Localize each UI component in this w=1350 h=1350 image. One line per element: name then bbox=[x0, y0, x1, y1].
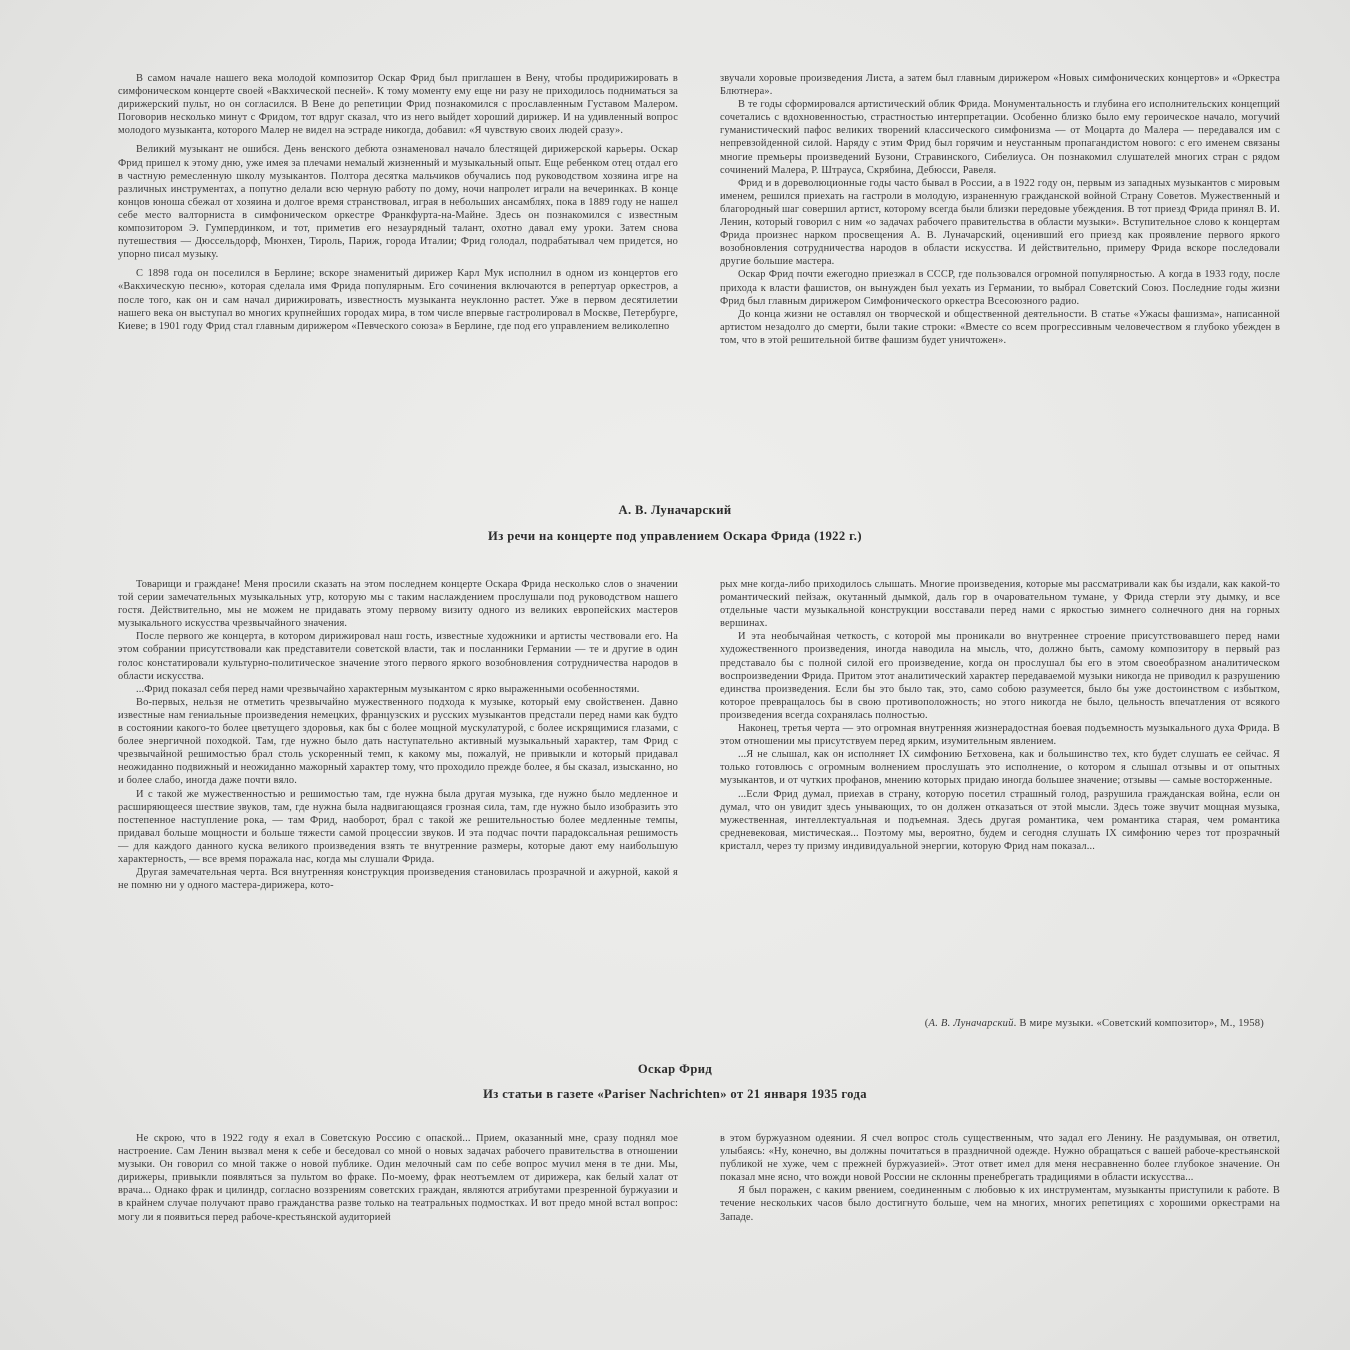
source-citation: (А. В. Луначарский. В мире музыки. «Советский композитор», М., 1958) bbox=[924, 1018, 1264, 1029]
paragraph: Не скрою, что в 1922 году я ехал в Советскую Россию с опаской... Прием, оказанный мне, сразу поднял мое настроение. Сам Ленин вызвал меня к себе и беседовал со мной о новых задачах рабочего правительства в отношении музыки. Он говорил со мной также о новой публике. Один мелочный сам по себе вопрос мучил меня в те дни. Мы, дирижеры, привыкли появляться за пультом во фраке. По-моему, фрак неотъемлем от дирижера, как белый халат от врача... Однако фрак и цилиндр, согласно воззрениям советских граждан, являются атрибутами презренной буржуазии и в крайнем случае получают право гражданства разве только на театральных подмостках. И вот предо мной встал вопрос: могу ли я появиться перед рабоче-крестьянской аудиторией bbox=[118, 1133, 678, 1223]
paragraph: ...Если Фрид думал, приехав в страну, которую посетил страшный голод, разрушила гражданская война, если он думал, что он увидит здесь унывающих, то он должен отказаться от этой мысли. Здесь тоже звучит мощная музыка, мужественная, интеллектуальная и подъемная. Здесь другая романтика, чем романтика старая, чем романтика средневековая, мистическая... Поэтому мы, вероятно, будем и сегодня слушать IX симфонию через тот прозрачный кристалл, через ту призму индивидуальной энергии, которую Фрид нам показал... bbox=[720, 788, 1280, 852]
paragraph: Великий музыкант не ошибся. День венского дебюта ознаменовал начало блестящей дирижерской карьеры. Оскар Фрид пришел к этому дню, уже имея за плечами немалый жизненный и музыкальный опыт. Еще ребенком отец отдал его в частную ремесленную школу музыкантов. Полтора десятка мальчиков обучались под руководством хозяина игре на различных инструментах, а попутно делали всю черную работу по дому, ночи напролет играли на вечеринках. В конце концов юноша сбежал от хозяина и долгое время странствовал, играя в небольших ансамблях, пока в 1889 году не нашел себе место валторниста в симфоническом оркестре Франкфурта-на-Майне. Здесь он познакомился с известным композитором Э. Гумпердинком, и тот, приметив его незаурядный талант, охотно давал ему уроки. Затем снова путешествия — Дюссельдорф, Мюнхен, Тироль, Париж, города Италии; Фрид голодал, подрабатывал чем придется, но упорно писал музыку. bbox=[118, 144, 678, 261]
paragraph: И эта необычайная четкость, с которой мы проникали во внутреннее строение присутствовавшего перед нами художественного произведения, иногда наводила на мысль, что, должно быть, самому композитору в первый раз представало бы с полной силой его произведение, когда он прослушал бы его в этом своеобразном аналитическом воспроизведении Фрида. Притом этот аналитический характер передаваемой музыки никогда не приводил к разрушению единства произведения. Если бы это было так, это, само собою разумеется, было бы уже достоинством с избытком, которое превращалось бы в свою противоположность; но этого никогда не было, цельность впечатления от всякого произведения всегда сохранялась полностью. bbox=[720, 631, 1280, 721]
section1-title-heading: Из речи на концерте под управлением Оскара Фрида (1922 г.) bbox=[488, 529, 862, 543]
source-details: . В мире музыки. «Советский композитор», М., 1958) bbox=[1013, 1018, 1264, 1029]
paragraph: С 1898 года он поселился в Берлине; вскоре знаменитый дирижер Карл Мук исполнил в одном из концертов его «Вакхическую песню», которая сделала имя Фрида популярным. Его сочинения включаются в репертуар оркестров, а после того, как он и сам начал дирижировать, известность музыканта неуклонно растет. Уже в первом десятилетии нашего века он выступал во многих крупнейших городах мира, в том числе впервые гастролировал в Москве, Петербурге, Киеве; в 1901 году Фрид стал главным дирижером «Певческого союза» в Берлине, где под его управлением великолепно bbox=[118, 268, 678, 332]
paragraph: Оскар Фрид почти ежегодно приезжал в СССР, где пользовался огромной популярностью. А когда в 1933 году, после прихода к власти фашистов, он вынужден был уехать из Германии, то выбрал Советский Союз. Последние годы жизни Фрид был главным дирижером Симфонического оркестра Всесоюзного радио. bbox=[720, 269, 1280, 307]
section2-left-column bbox=[118, 1132, 678, 1272]
paragraph: Фрид и в дореволюционные годы часто бывал в России, а в 1922 году он, первым из западных музыкантов с мировым именем, решился приехать на гастроли в молодую, израненную гражданской войной Страну Советов. Мужественный и благородный шаг совершил артист, которому всегда были близки передовые убеждения. В тот приезд Фрида принял В. И. Ленин, который говорил с ним «о задачах рабочего правительства в области музыки». Вступительное слово к концертам Фрида произнес нарком просвещения А. В. Луначарский, оценивший его приезд как проявление первого яркого возобновления сотрудничества народов в области искусства. И действительно, примеру Фрида вскоре последовали другие большие мастера. bbox=[720, 177, 1280, 268]
paragraph: Во-первых, нельзя не отметить чрезвычайно мужественного подхода к музыке, который ему свойственен. Давно известные нам гениальные произведения немецких, французских и русских музыкантов предстали перед нами как будто в состоянии какого-то более цветущего здоровья, как бы с более мощной мускулатурой, с более искрящимися глазами, с более энергичной походкой. Там, где нужно было дать наступательно активный музыкальный характер, там Фрид с чрезвычайной решимостью брал столь ускоренный темп, к какому мы, пожалуй, не привыкли и который придавал неожиданно подвижный и неожиданно мажорный характер тому, что проходило прежде более, я бы сказал, изысканно, но и более слабо, иногда даже почти вяло. bbox=[118, 696, 678, 787]
paragraph: До конца жизни не оставлял он творческой и общественной деятельности. В статье «Ужасы фашизма», написанной артистом незадолго до смерти, были такие строки: «Вместе со всем прогрессивным человечеством я глубоко убежден в том, что в этой решительной битве фашизм будет уничтожен». bbox=[720, 308, 1280, 346]
intro-left-column bbox=[118, 72, 678, 482]
section2-title-heading: Из статьи в газете «Pariser Nachrichten» от 21 января 1935 года bbox=[483, 1087, 867, 1101]
paragraph: Я был поражен, с каким рвением, соединенным с любовью к их инструментам, музыканты приступили к работе. В течение нескольких часов было достигнуто больше, чем на многих, многих репетициях с хорошими оркестрами на Западе. bbox=[720, 1185, 1280, 1223]
paragraph: ...Фрид показал себя перед нами чрезвычайно характерным музыкантом с ярко выраженными особенностями. bbox=[136, 683, 640, 695]
paragraph: И с такой же мужественностью и решимостью там, где нужна была другая музыка, где нужно было медленное и расширяющееся шествие звуков, там, где нужна была надвигающаяся грозная сила, там, где нужно было изобразить это постепенное наступление рока, — там Фрид, наоборот, брал с такой же решительностью более медленные темпы, придавал больше мощности и больше тяжести самой процессии звуков. И эта подчас почти парадоксальная решимость — для каждого данного куска великого произведения взять те внутренние размеры, которые дают ему наибольшую характерность, — все время поражала нас, когда мы слушали Фрида. bbox=[118, 788, 678, 865]
section2-columns bbox=[118, 1132, 1280, 1272]
section1-author-heading: А. В. Луначарский bbox=[618, 503, 732, 517]
paragraph: В те годы сформировался артистический облик Фрида. Монументальность и глубина его исполнительских концепций сочетались с вдохновенностью, страстностью интерпретации. Особенно близко было ему героическое начало, могучий гуманистический пафос великих творений классического симфонизма — от Моцарта до Малера — передавался им с непревзойденной силой. Наряду с этим Фрид был горячим и неустанным пропагандистом нового: с его именем связаны многие премьеры произведений Бузони, Стравинского, Сибелиуса. Он познакомил слушателей многих стран с рядом сочинений Малера, Р. Штрауса, Скрябина, Дебюсси, Равеля. bbox=[720, 99, 1280, 176]
paragraph: ...Я не слышал, как он исполняет IX симфонию Бетховена, как и большинство тех, кто будет слушать ее сейчас. Я только готовлюсь с огромным волнением прослушать это исполнение, о котором я слышал отзывы и от опытных музыкантов, и от чутких профанов, мнению которых придаю иногда большее значение; отзывы — самые восторженные. bbox=[720, 749, 1280, 787]
paragraph: После первого же концерта, в котором дирижировал наш гость, известные художники и артисты чествовали его. На этом собрании присутствовали как представители советской власти, так и посланники Германии — те и другие в один голос констатировали культурно-политическое значение этого первого яркого возобновления сотрудничества народов в области искусства. bbox=[118, 631, 678, 682]
section1-columns bbox=[118, 578, 1280, 1008]
paragraph: В самом начале нашего века молодой композитор Оскар Фрид был приглашен в Вену, чтобы продирижировать в симфоническом концерте своей «Вакхической песней». К тому моменту ему еще ни разу не приходилось подниматься за дирижерский пульт, но он согласился. В Вене до репетиции Фрид познакомился с прославленным Густавом Малером. Поговорив несколько минут с Фридом, тот вдруг сказал, что из него выйдет хороший дирижер. И на удивленный вопрос молодого музыканта, которого Малер не видел на эстраде никогда, добавил: «Я чувствую своих людей сразу». bbox=[118, 73, 678, 137]
section2-author-heading: Оскар Фрид bbox=[637, 1062, 713, 1076]
intro-right-column bbox=[720, 72, 1280, 482]
source-author: А. В. Луначарский bbox=[928, 1018, 1014, 1029]
section1-left-column bbox=[118, 578, 678, 1008]
section2-right-column bbox=[720, 1132, 1280, 1272]
paragraph: Наконец, третья черта — это огромная внутренняя жизнерадостная боевая подъемность музыкального духа Фрида. В этом отношении мы присутствуем перед ярким, изумительным явлением. bbox=[720, 723, 1280, 748]
intro-columns bbox=[118, 72, 1280, 482]
section1-right-column bbox=[720, 578, 1280, 1008]
paragraph: Другая замечательная черта. Вся внутренняя конструкция произведения становилась прозрачной и ажурной, какой я не помню ни у одного мастера-дирижера, кото- bbox=[118, 867, 678, 892]
paragraph: в этом буржуазном одеянии. Я счел вопрос столь существенным, что задал его Ленину. Не раздумывая, он ответил, улыбаясь: «Ну, конечно, вы должны почитаться в праздничной одежде. Нужно обращаться с вашей рабоче-крестьянской публикой не хуже, чем с прежней буржуазией». Этот ответ имел для меня несравненно более глубокое значение. Он показал мне ясно, что вожди новой России не склонны пренебрегать традициями в области искусства... bbox=[720, 1133, 1280, 1184]
paragraph: звучали хоровые произведения Листа, а затем был главным дирижером «Новых симфонических концертов» и «Оркестра Блютнера». bbox=[720, 73, 1280, 98]
paragraph: Товарищи и граждане! Меня просили сказать на этом последнем концерте Оскара Фрида несколько слов о значении той серии замечательных музыкальных утр, которую мы с таким наслаждением прослушали под руководством нашего гостя. Действительно, мы не можем не придавать этому первому визиту одного из великих европейских мастеров музыкального искусства чрезвычайного значения. bbox=[118, 579, 678, 630]
paragraph: рых мне когда-либо приходилось слышать. Многие произведения, которые мы рассматривали как бы издали, как какой-то романтический пейзаж, окутанный дымкой, даль гор в очаровательном тумане, у Фрида стерли эту дымку, и все отдельные части музыкальной конструкции восставали перед нами с яркостью зимнего солнечного дня на горных вершинах. bbox=[720, 579, 1280, 630]
